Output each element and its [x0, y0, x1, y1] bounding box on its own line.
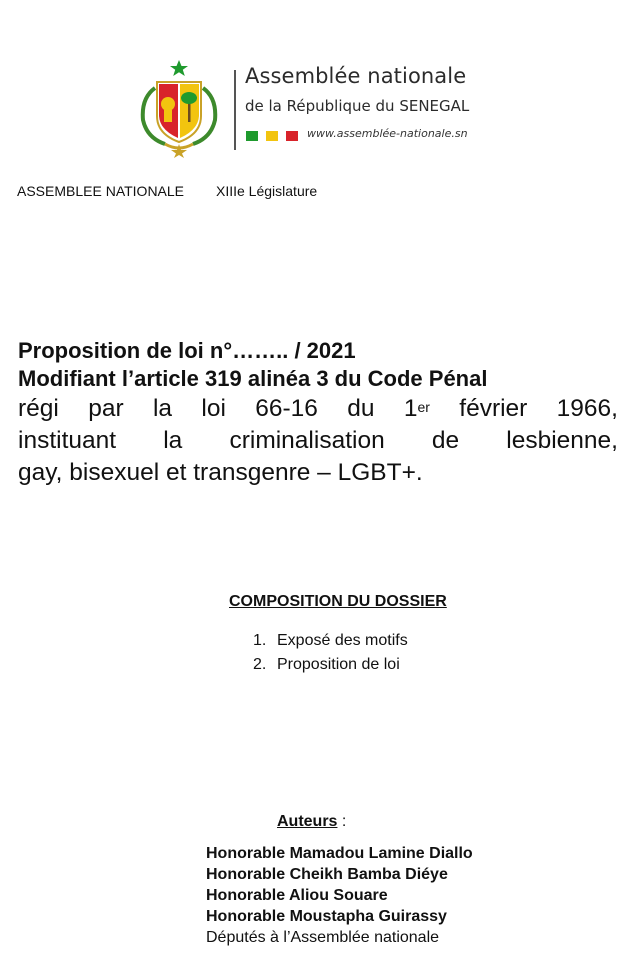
- flag-green-stripe: [246, 131, 258, 141]
- composition-heading: COMPOSITION DU DOSSIER: [229, 593, 447, 610]
- author-name: Honorable Moustapha Guirassy: [206, 908, 447, 925]
- bill-description-line-3: gay, bisexuel et transgenre – LGBT+.: [18, 459, 423, 486]
- list-item: 2. Proposition de loi: [253, 656, 400, 673]
- composition-list: [253, 629, 408, 677]
- flag-yellow-stripe: [266, 131, 278, 141]
- bill-title: [18, 337, 618, 489]
- bill-number: Proposition de loi n°…….. / 2021: [18, 338, 356, 363]
- author-name: Honorable Aliou Souare: [206, 887, 388, 904]
- authors-list: [206, 843, 473, 948]
- authors-note: Députés à l’Assemblée nationale: [206, 929, 440, 946]
- bill-description-line-1: régi par la loi 66-16 du 1er février 1966,: [18, 395, 618, 422]
- author-name: Honorable Cheikh Bamba Diéye: [206, 866, 448, 883]
- legislature-label: XIIIe Législature: [216, 183, 318, 199]
- letterhead: [135, 58, 515, 158]
- author-name: Honorable Mamadou Lamine Diallo: [206, 845, 473, 862]
- letterhead-divider: [234, 70, 236, 150]
- flag-red-stripe: [286, 131, 298, 141]
- org-name: Assemblée nationale: [245, 64, 467, 88]
- website-url: www.assemblée-nationale.sn: [307, 127, 468, 140]
- bill-subject: Modifiant l’article 319 alinéa 3 du Code Pénal: [18, 366, 488, 391]
- national-coat-of-arms-icon: [135, 58, 223, 158]
- list-item: 1. Exposé des motifs: [253, 632, 408, 649]
- bill-description: [18, 393, 618, 489]
- authors-heading: Auteurs :: [277, 813, 347, 830]
- institution-label: ASSEMBLEE NATIONALE: [17, 183, 185, 199]
- bill-description-line-2: instituant la criminalisation de lesbienne,: [18, 427, 618, 454]
- org-subtitle: de la République du SENEGAL: [245, 97, 470, 115]
